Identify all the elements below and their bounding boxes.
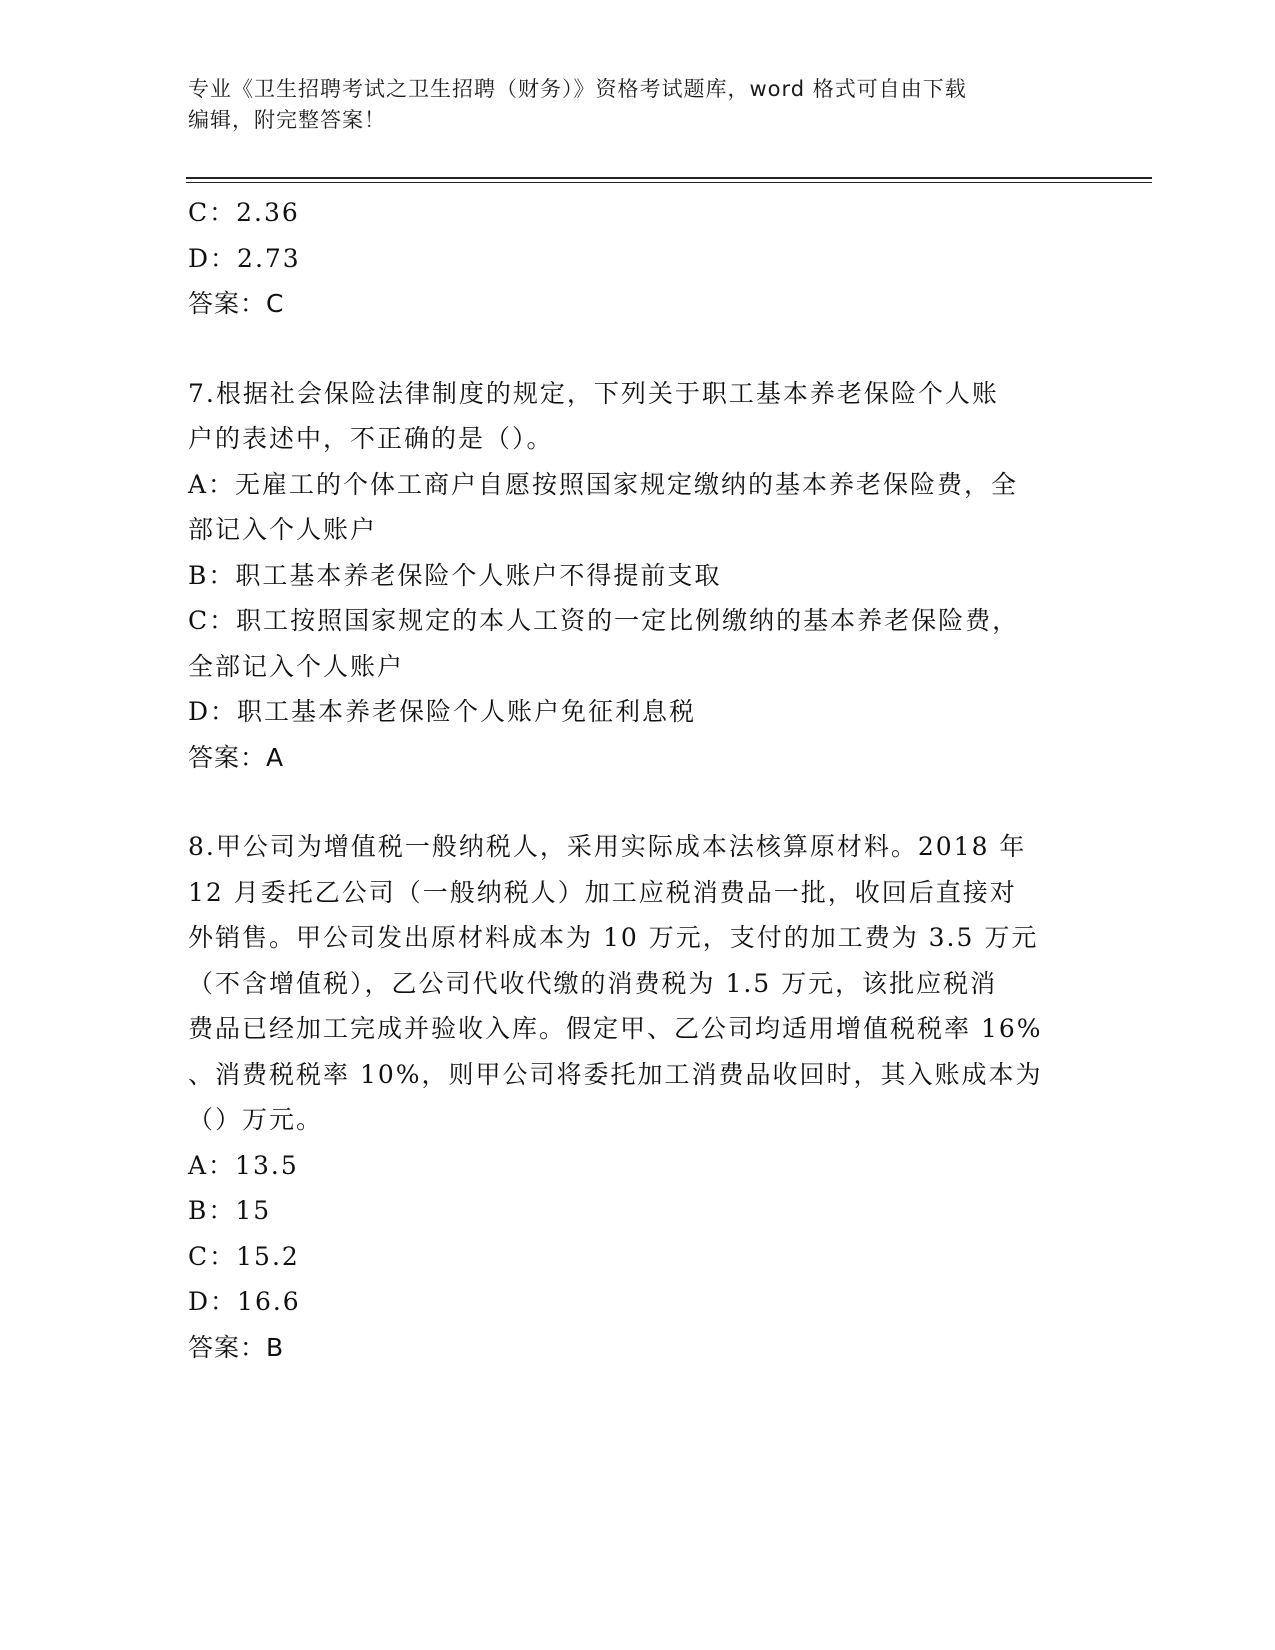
option-d: D：职工基本养老保险个人账户免征利息税: [188, 697, 697, 726]
question-stem-line: 7.根据社会保险法律制度的规定，下列关于职工基本养老保险个人账: [188, 378, 999, 408]
header-line-2: 编辑，附完整答案！: [188, 108, 386, 132]
header-divider-thick: [186, 177, 1152, 179]
option-a: A：13.5: [188, 1150, 299, 1180]
option-c: C：2.36: [188, 198, 300, 227]
question-stem-line: 8.甲公司为增值税一般纳税人，采用实际成本法核算原材料。2018 年: [188, 832, 1027, 861]
option-c-continued: 全部记入个人账户: [188, 651, 405, 681]
option-a-continued: 部记入个人账户: [188, 515, 378, 544]
spacer: [188, 327, 1088, 371]
header-line-1: 专业《卫生招聘考试之卫生招聘（财务）》资格考试题库，word 格式可自由下载: [188, 77, 967, 101]
answer-label: 答案：C: [188, 289, 285, 318]
option-b: B：职工基本养老保险个人账户不得提前支取: [188, 560, 722, 590]
question-stem-line: 外销售。甲公司发出原材料成本为 10 万元，支付的加工费为 3.5 万元: [188, 923, 1039, 952]
option-a: A：无雇工的个体工商户自愿按照国家规定缴纳的基本养老保险费，全: [188, 469, 1019, 499]
option-c: C：职工按照国家规定的本人工资的一定比例缴纳的基本养老保险费，: [188, 606, 1020, 635]
document-header: [188, 74, 1068, 136]
question-stem-line: 费品已经加工完成并验收入库。假定甲、乙公司均适用增值税税率 16%: [188, 1014, 1043, 1043]
question-stem-line: （不含增值税），乙公司代收代缴的消费税为 1.5 万元，该批应税消: [188, 968, 998, 998]
question-content: [188, 190, 1088, 1370]
question-stem-line: 12 月委托乙公司（一般纳税人）加工应税消费品一批，收回后直接对: [188, 877, 1017, 907]
prev-question-block: [188, 190, 1088, 327]
answer-label: 答案：B: [188, 1332, 285, 1362]
question-8: [188, 824, 1088, 1370]
question-stem-line: （）万元。: [188, 1105, 324, 1134]
spacer: [188, 780, 1088, 824]
option-d: D：2.73: [188, 243, 301, 273]
option-b: B：15: [188, 1196, 272, 1225]
header-divider-thin: [186, 182, 1152, 183]
option-d: D：16.6: [188, 1287, 301, 1316]
question-stem-line: 、消费税税率 10%，则甲公司将委托加工消费品收回时，其入账成本为: [188, 1059, 1043, 1089]
option-c: C：15.2: [188, 1241, 300, 1271]
answer-label: 答案：A: [188, 742, 285, 772]
question-stem-line: 户的表述中，不正确的是（）。: [188, 424, 554, 453]
question-7: [188, 371, 1088, 781]
